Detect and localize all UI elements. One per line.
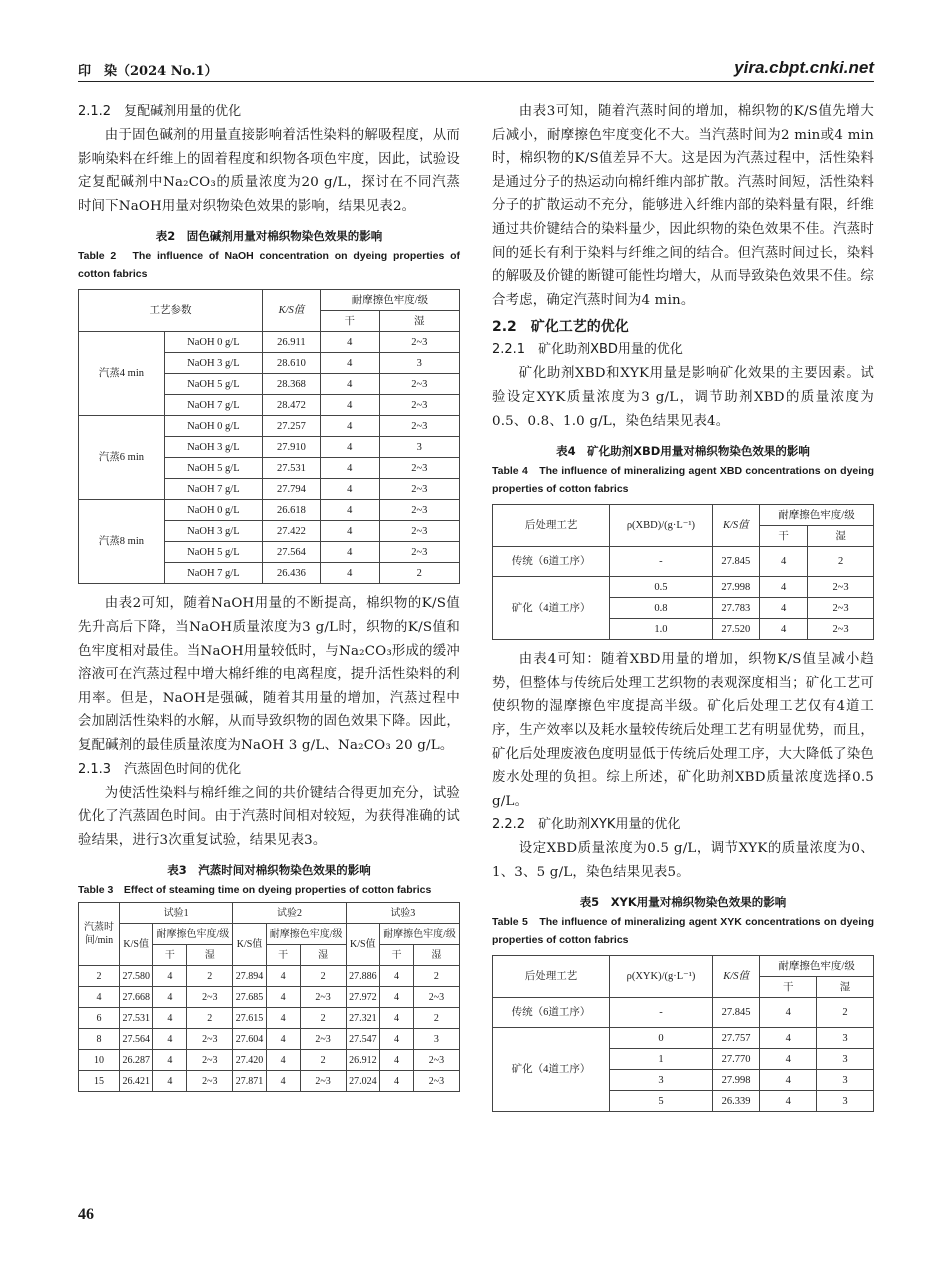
table-row [493, 547, 874, 577]
t2-cell-naoh: NaOH 7 g/L [164, 479, 262, 500]
t5-head-dry: 干 [760, 977, 817, 998]
t3-cell: 2 [187, 1008, 233, 1029]
t2-head-param: 工艺参数 [79, 290, 263, 332]
t5-min-wet: 3 [817, 1049, 874, 1070]
t3-cell: 4 [79, 987, 120, 1008]
table-row [79, 1029, 460, 1050]
t2-cell-wet: 2 [379, 563, 459, 584]
section-2-1-2-paragraph-1: 由于固色碱剂的用量直接影响着活性染料的解吸程度，从而影响染料在纤维上的固着程度和织物各项色牢度，因此，试验设定复配碱剂中Na₂CO₃的质量浓度为20 g/L，探讨在不同汽蒸时间下NaOH用量对织物染色效果的影响，结果见表2。 [78, 128, 460, 214]
t3-cell: 6 [79, 1008, 120, 1029]
t3-cell: 2~3 [187, 1071, 233, 1092]
t2-cell-wet: 2~3 [379, 374, 459, 395]
t3-head-dry-2: 干 [266, 945, 300, 966]
t2-group-label: 汽蒸4 min [79, 332, 165, 416]
t4-trad-ks: 27.845 [712, 547, 759, 577]
t4-min-rho: 0.5 [610, 577, 712, 598]
right-column [492, 100, 874, 1120]
t3-head-ks-2: K/S值 [233, 924, 266, 966]
t3-cell: 4 [153, 1029, 187, 1050]
table-3-caption-cn: 表3 汽蒸时间对棉织物染色效果的影响 [167, 863, 371, 878]
section-2-2-1-paragraph-1: 矿化助剂XBD和XYK用量是影响矿化效果的主要因素。试验设定XYK质量浓度为3 g/L，调节助剂XBD的质量浓度为0.5、0.8、1.0 g/L，染色结果见表4。 [492, 366, 874, 429]
t3-cell: 2 [187, 966, 233, 987]
t3-cell: 27.024 [346, 1071, 379, 1092]
t3-cell: 2 [79, 966, 120, 987]
t2-head-dry: 干 [320, 311, 379, 332]
t2-cell-wet: 2~3 [379, 416, 459, 437]
t2-cell-wet: 3 [379, 353, 459, 374]
t5-min-rho: 0 [609, 1028, 712, 1049]
table-row [79, 966, 460, 987]
t3-cell: 3 [413, 1029, 459, 1050]
t2-cell-ks: 27.794 [263, 479, 321, 500]
t3-cell: 27.972 [346, 987, 379, 1008]
t4-head-wet: 湿 [808, 526, 874, 547]
t4-min-label: 矿化（4道工序） [493, 577, 610, 640]
table-row [79, 500, 460, 521]
t2-head-ks: K/S值 [263, 290, 321, 332]
t3-head-trial-3: 试验3 [346, 903, 459, 924]
t3-cell: 2~3 [187, 1050, 233, 1071]
t4-min-wet: 2~3 [808, 619, 874, 640]
t2-cell-naoh: NaOH 3 g/L [164, 437, 262, 458]
t4-min-rho: 1.0 [610, 619, 712, 640]
t2-cell-ks: 27.257 [263, 416, 321, 437]
running-header [78, 58, 874, 80]
t3-cell: 2 [413, 966, 459, 987]
t4-min-ks: 27.783 [712, 598, 759, 619]
t5-head-fastness: 耐摩擦色牢度/级 [760, 956, 874, 977]
table-row [493, 998, 874, 1028]
t4-trad-wet: 2 [808, 547, 874, 577]
t3-head-wet-3: 湿 [413, 945, 459, 966]
t3-head-trial-2: 试验2 [233, 903, 346, 924]
t3-cell: 4 [380, 1050, 414, 1071]
t3-head-fast-2: 耐摩擦色牢度/级 [266, 924, 346, 945]
t3-cell: 27.321 [346, 1008, 379, 1029]
t3-head-wet-1: 湿 [187, 945, 233, 966]
table-3-caption-en: Table 3 Effect of steaming time on dyeing properties of cotton fabrics [78, 884, 432, 897]
t2-group-label: 汽蒸6 min [79, 416, 165, 500]
t4-min-ks: 27.998 [712, 577, 759, 598]
section-2-2-title: 2.2 矿化工艺的优化 [492, 319, 629, 336]
t3-head-time: 汽蒸时间/min [79, 903, 120, 966]
t4-trad-label: 传统（6道工序） [493, 547, 610, 577]
t2-cell-dry: 4 [320, 395, 379, 416]
t5-min-ks: 27.757 [712, 1028, 759, 1049]
table-row [79, 1050, 460, 1071]
t2-head-wet: 湿 [379, 311, 459, 332]
t3-cell: 2 [300, 1008, 346, 1029]
t2-cell-naoh: NaOH 3 g/L [164, 353, 262, 374]
t3-cell: 4 [153, 1050, 187, 1071]
t3-cell: 8 [79, 1029, 120, 1050]
t2-cell-ks: 28.472 [263, 395, 321, 416]
t3-cell: 27.894 [233, 966, 266, 987]
t3-cell: 27.685 [233, 987, 266, 1008]
t3-cell: 4 [266, 1008, 300, 1029]
table-row [79, 1071, 460, 1092]
t2-cell-ks: 27.910 [263, 437, 321, 458]
t3-cell: 27.564 [120, 1029, 153, 1050]
t3-cell: 2 [413, 1008, 459, 1029]
t2-cell-wet: 2~3 [379, 479, 459, 500]
t3-cell: 2~3 [413, 1050, 459, 1071]
t2-cell-wet: 2~3 [379, 395, 459, 416]
t2-cell-dry: 4 [320, 563, 379, 584]
t4-min-wet: 2~3 [808, 577, 874, 598]
t5-min-ks: 26.339 [712, 1091, 759, 1112]
t5-trad-wet: 2 [817, 998, 874, 1028]
t2-head-fastness: 耐摩擦色牢度/级 [320, 290, 459, 311]
table-3 [78, 902, 460, 1092]
t2-cell-dry: 4 [320, 374, 379, 395]
t5-trad-ks: 27.845 [712, 998, 759, 1028]
t3-head-ks-3: K/S值 [346, 924, 379, 966]
t2-cell-wet: 3 [379, 437, 459, 458]
table-row [79, 416, 460, 437]
t3-head-trial-1: 试验1 [120, 903, 233, 924]
t3-cell: 4 [266, 1029, 300, 1050]
t4-head-ks: K/S值 [712, 505, 759, 547]
t2-cell-ks: 27.422 [263, 521, 321, 542]
t3-cell: 27.580 [120, 966, 153, 987]
t2-cell-wet: 2~3 [379, 500, 459, 521]
t3-cell: 4 [380, 1071, 414, 1092]
t3-cell: 4 [266, 1071, 300, 1092]
table-3-discussion: 由表3可知，随着汽蒸时间的增加，棉织物的K/S值先增大后减小，耐摩擦色牢度变化不大。当汽蒸时间为2 min或4 min时，棉织物的K/S值差异不大。这是因为汽蒸过程中，活性染料是通过分子的热运动向棉纤维内部扩散。汽蒸时间短，活性染料分子的扩散运动不充分，能够进入纤维内部的染料量有限，纤维通过共价键结合的染料量少，因此织物的染色效果不佳。汽蒸时间的延长有利于染料与纤维之间的结合。但汽蒸时间过长，染料的解吸及价键的断键可能性均增大，从而导致染色效果不佳。综合考虑，确定汽蒸时间为4 min。 [492, 104, 874, 308]
section-2-2-2-paragraph-1: 设定XBD质量浓度为0.5 g/L，调节XYK的质量浓度为0、1、3、5 g/L，染色结果见表5。 [492, 841, 874, 880]
t5-head-ks: K/S值 [712, 956, 759, 998]
t5-min-wet: 3 [817, 1028, 874, 1049]
t2-cell-ks: 28.368 [263, 374, 321, 395]
t3-body [79, 966, 460, 1092]
t5-min-rho: 3 [609, 1070, 712, 1091]
t2-cell-ks: 27.564 [263, 542, 321, 563]
t2-cell-wet: 2~3 [379, 458, 459, 479]
t3-head-wet-2: 湿 [300, 945, 346, 966]
t3-cell: 27.604 [233, 1029, 266, 1050]
t3-cell: 4 [153, 987, 187, 1008]
t5-min-rho: 5 [609, 1091, 712, 1112]
t2-cell-naoh: NaOH 5 g/L [164, 542, 262, 563]
t3-cell: 26.912 [346, 1050, 379, 1071]
t3-cell: 15 [79, 1071, 120, 1092]
t5-min-label: 矿化（4道工序） [493, 1028, 610, 1112]
t4-body [493, 547, 874, 640]
table-4-caption-en: Table 4 The influence of mineralizing agent XBD concentrations on dyeing properties of cotton fabrics [492, 465, 874, 496]
section-2-1-3-title: 2.1.3 汽蒸固色时间的优化 [78, 761, 242, 777]
t3-cell: 2~3 [187, 1029, 233, 1050]
t4-trad-dry: 4 [760, 547, 808, 577]
t3-head-dry-1: 干 [153, 945, 187, 966]
t4-min-wet: 2~3 [808, 598, 874, 619]
t2-cell-naoh: NaOH 5 g/L [164, 458, 262, 479]
t2-cell-ks: 26.618 [263, 500, 321, 521]
t4-head-dry: 干 [760, 526, 808, 547]
t3-head-fast-1: 耐摩擦色牢度/级 [153, 924, 233, 945]
t2-cell-ks: 27.531 [263, 458, 321, 479]
t3-cell: 27.615 [233, 1008, 266, 1029]
section-2-1-2-title: 2.1.2 复配碱剂用量的优化 [78, 104, 242, 119]
t3-cell: 2~3 [413, 1071, 459, 1092]
t2-cell-naoh: NaOH 0 g/L [164, 500, 262, 521]
t2-cell-dry: 4 [320, 521, 379, 542]
t5-head-wet: 湿 [817, 977, 874, 998]
t2-cell-naoh: NaOH 5 g/L [164, 374, 262, 395]
t3-cell: 27.547 [346, 1029, 379, 1050]
t4-head-fastness: 耐摩擦色牢度/级 [760, 505, 874, 526]
t3-cell: 2 [300, 966, 346, 987]
t4-trad-rho: - [610, 547, 712, 577]
section-2-2-2-title: 2.2.2 矿化助剂XYK用量的优化 [492, 817, 681, 833]
t3-head-fast-3: 耐摩擦色牢度/级 [380, 924, 460, 945]
table-4 [492, 504, 874, 640]
t4-min-dry: 4 [760, 577, 808, 598]
t3-cell: 2~3 [300, 1029, 346, 1050]
table-2-caption-en: Table 2 The influence of NaOH concentration on dyeing properties of cotton fabrics [78, 250, 460, 281]
header-rule [78, 81, 874, 82]
t3-cell: 4 [153, 1008, 187, 1029]
table-row [79, 1008, 460, 1029]
table-row [493, 577, 874, 598]
table-4-discussion: 由表4可知：随着XBD用量的增加，织物K/S值呈减小趋势，但整体与传统后处理工艺织物的表观深度相当；矿化工艺可使织物的湿摩擦色牢度提高半级。矿化后处理工艺仅有4道工序，生产效率以及耗水量较传统后处理工艺有明显优势，而且，矿化后处理废液色度明显低于传统后处理工序，大大降低了染色废水处理的负担。综上所述，矿化助剂XBD质量浓度选择0.5 g/L。 [492, 652, 874, 809]
t3-cell: 4 [380, 966, 414, 987]
t2-cell-dry: 4 [320, 500, 379, 521]
table-2-caption-cn: 表2 固色碱剂用量对棉织物染色效果的影响 [155, 229, 383, 244]
table-row [79, 987, 460, 1008]
table-5-caption-en: Table 5 The influence of mineralizing agent XYK concentrations on dyeing properties of cotton fabrics [492, 916, 874, 947]
t2-cell-dry: 4 [320, 479, 379, 500]
t2-cell-naoh: NaOH 7 g/L [164, 563, 262, 584]
t3-head-ks-1: K/S值 [120, 924, 153, 966]
t2-cell-naoh: NaOH 0 g/L [164, 416, 262, 437]
t2-cell-ks: 28.610 [263, 353, 321, 374]
t3-cell: 4 [153, 1071, 187, 1092]
t2-cell-wet: 2~3 [379, 542, 459, 563]
t3-cell: 4 [380, 1029, 414, 1050]
t5-min-wet: 3 [817, 1070, 874, 1091]
section-2-1-3-paragraph-1: 为使活性染料与棉纤维之间的共价键结合得更加充分，试验优化了汽蒸固色时间。由于汽蒸时间相对较短，为获得准确的试验结果，进行3次重复试验，结果见表3。 [78, 785, 460, 848]
t4-head-rho: ρ(XBD)/(g·L⁻¹) [610, 505, 712, 547]
t3-cell: 4 [153, 966, 187, 987]
t5-min-dry: 4 [760, 1049, 817, 1070]
table-row [493, 1028, 874, 1049]
t3-cell: 4 [266, 966, 300, 987]
t5-min-rho: 1 [609, 1049, 712, 1070]
table-row [79, 332, 460, 353]
t5-trad-label: 传统（6道工序） [493, 998, 610, 1028]
t3-cell: 2~3 [187, 987, 233, 1008]
t5-min-dry: 4 [760, 1070, 817, 1091]
table-5 [492, 955, 874, 1112]
t2-cell-dry: 4 [320, 542, 379, 563]
table-5-caption-cn: 表5 XYK用量对棉织物染色效果的影响 [579, 895, 787, 910]
page-number: 46 [78, 1206, 94, 1223]
t5-body [493, 998, 874, 1112]
t3-cell: 4 [266, 1050, 300, 1071]
t5-min-ks: 27.770 [712, 1049, 759, 1070]
left-column [78, 100, 460, 1100]
t2-cell-ks: 26.911 [263, 332, 321, 353]
t2-cell-ks: 26.436 [263, 563, 321, 584]
t3-cell: 2 [300, 1050, 346, 1071]
t4-min-ks: 27.520 [712, 619, 759, 640]
t2-cell-wet: 2~3 [379, 332, 459, 353]
t3-cell: 27.886 [346, 966, 379, 987]
section-2-2-1-title: 2.2.1 矿化助剂XBD用量的优化 [492, 342, 683, 358]
t3-cell: 27.668 [120, 987, 153, 1008]
t2-cell-naoh: NaOH 7 g/L [164, 395, 262, 416]
t2-body [79, 332, 460, 584]
t3-cell: 27.871 [233, 1071, 266, 1092]
t5-head-rho: ρ(XYK)/(g·L⁻¹) [609, 956, 712, 998]
t3-cell: 27.531 [120, 1008, 153, 1029]
t3-cell: 4 [380, 1008, 414, 1029]
t2-cell-dry: 4 [320, 332, 379, 353]
t5-min-wet: 3 [817, 1091, 874, 1112]
t3-cell: 26.287 [120, 1050, 153, 1071]
t3-cell: 4 [380, 987, 414, 1008]
journal-url: yira.cbpt.cnki.net [734, 58, 874, 77]
t2-cell-dry: 4 [320, 416, 379, 437]
t5-min-dry: 4 [760, 1028, 817, 1049]
t3-cell: 2~3 [300, 1071, 346, 1092]
t2-cell-dry: 4 [320, 437, 379, 458]
t3-cell: 4 [266, 987, 300, 1008]
t3-cell: 27.420 [233, 1050, 266, 1071]
t5-head-proc: 后处理工艺 [493, 956, 610, 998]
t4-head-proc: 后处理工艺 [493, 505, 610, 547]
t3-cell: 26.421 [120, 1071, 153, 1092]
t4-min-dry: 4 [760, 619, 808, 640]
t4-min-rho: 0.8 [610, 598, 712, 619]
t2-cell-naoh: NaOH 3 g/L [164, 521, 262, 542]
t2-cell-dry: 4 [320, 458, 379, 479]
t5-trad-rho: - [609, 998, 712, 1028]
t3-cell: 2~3 [413, 987, 459, 1008]
table-2 [78, 289, 460, 584]
t2-cell-wet: 2~3 [379, 521, 459, 542]
t2-group-label: 汽蒸8 min [79, 500, 165, 584]
t2-cell-naoh: NaOH 0 g/L [164, 332, 262, 353]
t5-min-dry: 4 [760, 1091, 817, 1112]
section-2-1-2-paragraph-2: 由表2可知，随着NaOH用量的不断提高，棉织物的K/S值先升高后下降，当NaOH质量浓度为3 g/L时，织物的K/S值和色牢度相对最佳。当NaOH用量较低时，与Na₂CO₃形成的缓冲溶液可在汽蒸过程中增大棉纤维的电离程度，提升活性染料的利用率。但是，NaOH是强碱，随着其用量的增加，汽蒸过程中会加剧活性染料的水解，从而导致织物的固色效果下降。因此，复配碱剂的最佳质量浓度为NaOH 3 g/L、Na₂CO₃ 20 g/L。 [78, 596, 460, 753]
journal-issue: 印 染（2024 No.1） [78, 64, 218, 79]
table-4-caption-cn: 表4 矿化助剂XBD用量对棉织物染色效果的影响 [556, 444, 810, 459]
t5-trad-dry: 4 [760, 998, 817, 1028]
t4-min-dry: 4 [760, 598, 808, 619]
t2-cell-dry: 4 [320, 353, 379, 374]
t3-cell: 2~3 [300, 987, 346, 1008]
t5-min-ks: 27.998 [712, 1070, 759, 1091]
t3-head-dry-3: 干 [380, 945, 414, 966]
t3-cell: 10 [79, 1050, 120, 1071]
